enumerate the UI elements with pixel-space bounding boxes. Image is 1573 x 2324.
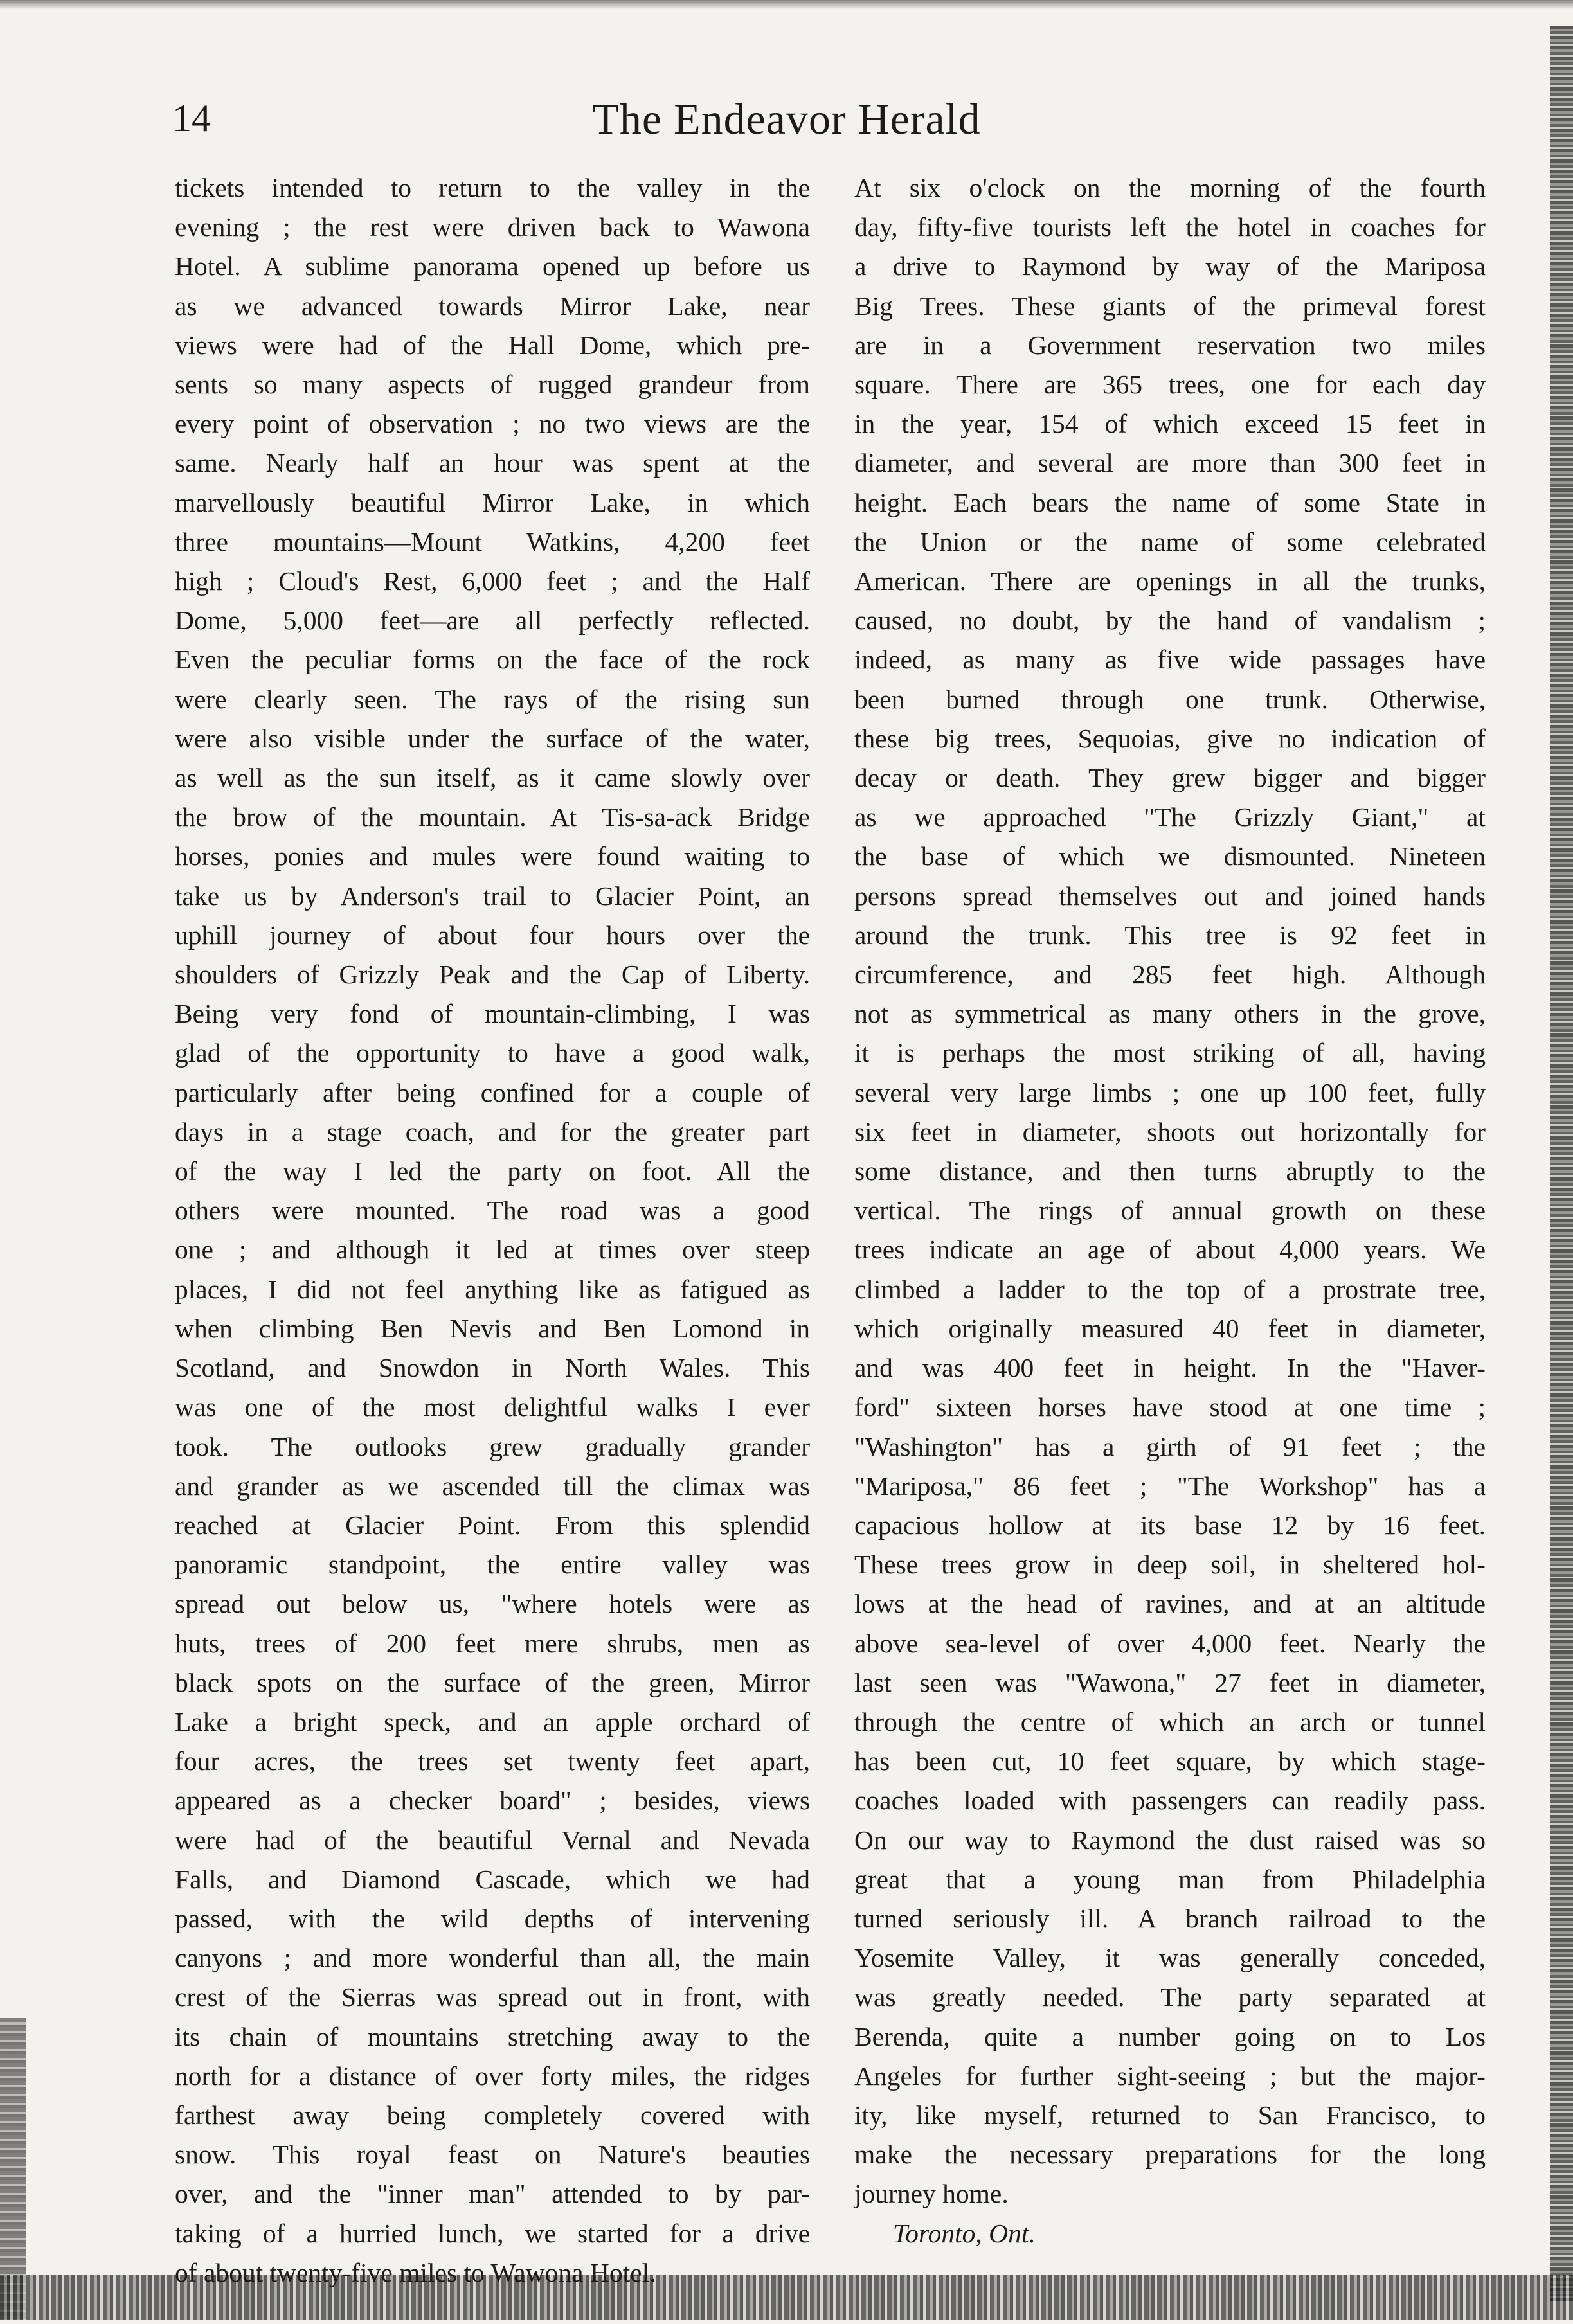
text-line: Big Trees. These giants of the primeval forest	[854, 290, 1486, 321]
text-line: height. Each bears the name of some State in	[854, 487, 1486, 517]
text-line: uphill journey of about four hours over the	[175, 920, 810, 950]
text-line: tickets intended to return to the valley in the	[175, 173, 810, 202]
text-line: six feet in diameter, shoots out horizontally for	[854, 1116, 1486, 1147]
text-line: "Washington" has a girth of 91 feet ; the	[854, 1431, 1486, 1461]
text-line: through the centre of which an arch or tunnel	[854, 1706, 1486, 1737]
text-line: make the necessary preparations for the long	[854, 2140, 1486, 2170]
text-line: appeared as a checker board" ; besides, views	[175, 1785, 810, 1816]
text-line: passed, with the wild depths of intervening	[175, 1903, 810, 1933]
text-line: coaches loaded with passengers can readily pass.	[854, 1785, 1486, 1816]
text-line: These trees grow in deep soil, in sheltered hol-	[854, 1550, 1486, 1580]
text-line: north for a distance of over forty miles, the ridges	[175, 2060, 810, 2091]
text-line: turned seriously ill. A branch railroad to the	[854, 1903, 1486, 1933]
text-line: as we approached "The Grizzly Giant," at	[854, 802, 1486, 832]
text-line: lows at the head of ravines, and at an altitude	[854, 1589, 1486, 1619]
text-line: days in a stage coach, and for the greater part	[175, 1116, 810, 1147]
text-line: "Mariposa," 86 feet ; "The Workshop" has a	[854, 1470, 1486, 1501]
text-line: Berenda, quite a number going on to Los	[854, 2021, 1486, 2051]
text-line: Falls, and Diamond Cascade, which we had	[175, 1864, 810, 1894]
text-line: above sea-level of over 4,000 feet. Nearly the	[854, 1628, 1486, 1658]
text-line: over, and the "inner man" attended to by par-	[175, 2179, 810, 2209]
text-line: views were had of the Hall Dome, which pre-	[175, 330, 810, 360]
text-line: snow. This royal feast on Nature's beauties	[175, 2140, 810, 2170]
text-line: it is perhaps the most striking of all, having	[854, 1038, 1486, 1068]
text-line: were had of the beautiful Vernal and Nevada	[175, 1825, 810, 1855]
text-line: Even the peculiar forms on the face of the rock	[175, 645, 810, 675]
text-line: others were mounted. The road was a good	[175, 1195, 810, 1226]
text-line: crest of the Sierras was spread out in front, with	[175, 1982, 810, 2012]
text-line: Scotland, and Snowdon in North Wales. This	[175, 1353, 810, 1383]
text-line: shoulders of Grizzly Peak and the Cap of Liberty.	[175, 960, 810, 990]
text-line: black spots on the surface of the green, Mirror	[175, 1667, 810, 1697]
text-line: been burned through one trunk. Otherwise,	[854, 684, 1486, 714]
text-line: as we advanced towards Mirror Lake, near	[175, 290, 810, 321]
page-edge-top	[0, 0, 1573, 9]
text-line: climbed a ladder to the top of a prostrate tree,	[854, 1274, 1486, 1304]
text-line: were also visible under the surface of the water,	[175, 723, 810, 753]
text-line: journey home.	[854, 2179, 1009, 2209]
text-line: ford" sixteen horses have stood at one time ;	[854, 1392, 1486, 1422]
text-line: vertical. The rings of annual growth on these	[854, 1195, 1486, 1226]
text-line: last seen was "Wawona," 27 feet in diameter,	[854, 1667, 1486, 1697]
text-line: four acres, the trees set twenty feet apart,	[175, 1746, 810, 1776]
text-line: high ; Cloud's Rest, 6,000 feet ; and the Half	[175, 566, 810, 596]
text-line: when climbing Ben Nevis and Ben Lomond in	[175, 1313, 810, 1343]
text-line: indeed, as many as five wide passages have	[854, 645, 1486, 675]
text-line: caused, no doubt, by the hand of vandalism ;	[854, 605, 1486, 636]
text-line: diameter, and several are more than 300 feet in	[854, 448, 1486, 478]
text-line: Hotel. A sublime panorama opened up before us	[175, 251, 810, 282]
text-line: great that a young man from Philadelphia	[854, 1864, 1486, 1894]
text-line: not as symmetrical as many others in the grove,	[854, 999, 1486, 1029]
text-line: the brow of the mountain. At Tis-sa-ack Bridge	[175, 802, 810, 832]
text-line: and grander as we ascended till the climax was	[175, 1470, 810, 1501]
text-line: a drive to Raymond by way of the Mariposa	[854, 251, 1486, 282]
text-line: decay or death. They grew bigger and bigger	[854, 763, 1486, 793]
text-line: several very large limbs ; one up 100 feet, fully	[854, 1077, 1486, 1107]
text-line: was greatly needed. The party separated at	[854, 1982, 1486, 2012]
text-line: square. There are 365 trees, one for each day	[854, 370, 1486, 400]
text-line: day, fifty-five tourists left the hotel in coaches for	[854, 212, 1486, 242]
text-line: some distance, and then turns abruptly to the	[854, 1156, 1486, 1186]
text-line: marvellously beautiful Mirror Lake, in which	[175, 487, 810, 517]
text-line: its chain of mountains stretching away to the	[175, 2021, 810, 2051]
text-line: trees indicate an age of about 4,000 years. We	[854, 1235, 1486, 1265]
text-line: as well as the sun itself, as it came slowly over	[175, 763, 810, 793]
text-line: particularly after being confined for a couple of	[175, 1077, 810, 1107]
text-line: ity, like myself, returned to San Francisco, to	[854, 2100, 1486, 2130]
text-line: of about twenty-five miles to Wawona Hotel.	[175, 2257, 656, 2287]
signature-location: Toronto, Ont.	[893, 2218, 1036, 2248]
text-line: circumference, and 285 feet high. Although	[854, 960, 1486, 990]
text-line: are in a Government reservation two miles	[854, 330, 1486, 360]
text-line: of the way I led the party on foot. All the	[175, 1156, 810, 1186]
text-line: Lake a bright speck, and an apple orchard of	[175, 1706, 810, 1737]
text-line: which originally measured 40 feet in diameter,	[854, 1313, 1486, 1343]
right-text-column	[854, 168, 1486, 2253]
text-line: same. Nearly half an hour was spent at the	[175, 448, 810, 478]
text-line: capacious hollow at its base 12 by 16 feet.	[854, 1510, 1486, 1540]
text-line: persons spread themselves out and joined hands	[854, 880, 1486, 911]
page-edge-right	[1550, 26, 1573, 2301]
text-line: these big trees, Sequoias, give no indication of	[854, 723, 1486, 753]
text-line: in the year, 154 of which exceed 15 feet in	[854, 409, 1486, 439]
text-line: taking of a hurried lunch, we started for a drive	[175, 2218, 810, 2248]
text-line: American. There are openings in all the trunks,	[854, 566, 1486, 596]
text-line: one ; and although it led at times over steep	[175, 1235, 810, 1265]
page-number: 14	[172, 97, 211, 139]
text-line: places, I did not feel anything like as fatigued as	[175, 1274, 810, 1304]
text-line: the base of which we dismounted. Nineteen	[854, 841, 1486, 872]
text-line: sents so many aspects of rugged grandeur from	[175, 370, 810, 400]
text-line: were clearly seen. The rays of the rising sun	[175, 684, 810, 714]
text-line: At six o'clock on the morning of the fourth	[854, 173, 1486, 202]
text-line: panoramic standpoint, the entire valley was	[175, 1550, 810, 1580]
text-line: spread out below us, "where hotels were as	[175, 1589, 810, 1619]
text-line: reached at Glacier Point. From this splendid	[175, 1510, 810, 1540]
text-line: canyons ; and more wonderful than all, the main	[175, 1943, 810, 1973]
text-line: three mountains—Mount Watkins, 4,200 feet	[175, 526, 810, 557]
text-line: Being very fond of mountain-climbing, I was	[175, 999, 810, 1029]
text-line: around the trunk. This tree is 92 feet in	[854, 920, 1486, 950]
text-line: has been cut, 10 feet square, by which stage-	[854, 1746, 1486, 1776]
text-line: Dome, 5,000 feet—are all perfectly reflected.	[175, 605, 810, 636]
text-line: evening ; the rest were driven back to Wawona	[175, 212, 810, 242]
text-line: take us by Anderson's trail to Glacier Point, an	[175, 880, 810, 911]
page-header	[0, 90, 1573, 154]
text-line: took. The outlooks grew gradually grander	[175, 1431, 810, 1461]
text-line: the Union or the name of some celebrated	[854, 526, 1486, 557]
text-line: every point of observation ; no two views are the	[175, 409, 810, 439]
text-line: farthest away being completely covered with	[175, 2100, 810, 2130]
text-line: Angeles for further sight-seeing ; but the major-	[854, 2060, 1486, 2091]
text-line: glad of the opportunity to have a good walk,	[175, 1038, 810, 1068]
text-line: horses, ponies and mules were found waiting to	[175, 841, 810, 872]
text-line: On our way to Raymond the dust raised was so	[854, 1825, 1486, 1855]
text-line: and was 400 feet in height. In the "Haver-	[854, 1353, 1486, 1383]
left-text-column	[175, 168, 810, 2293]
text-line: Yosemite Valley, it was generally conceded,	[854, 1943, 1486, 1973]
text-line: huts, trees of 200 feet mere shrubs, men as	[175, 1628, 810, 1658]
running-title: The Endeavor Herald	[592, 94, 981, 143]
text-line: was one of the most delightful walks I ever	[175, 1392, 810, 1422]
